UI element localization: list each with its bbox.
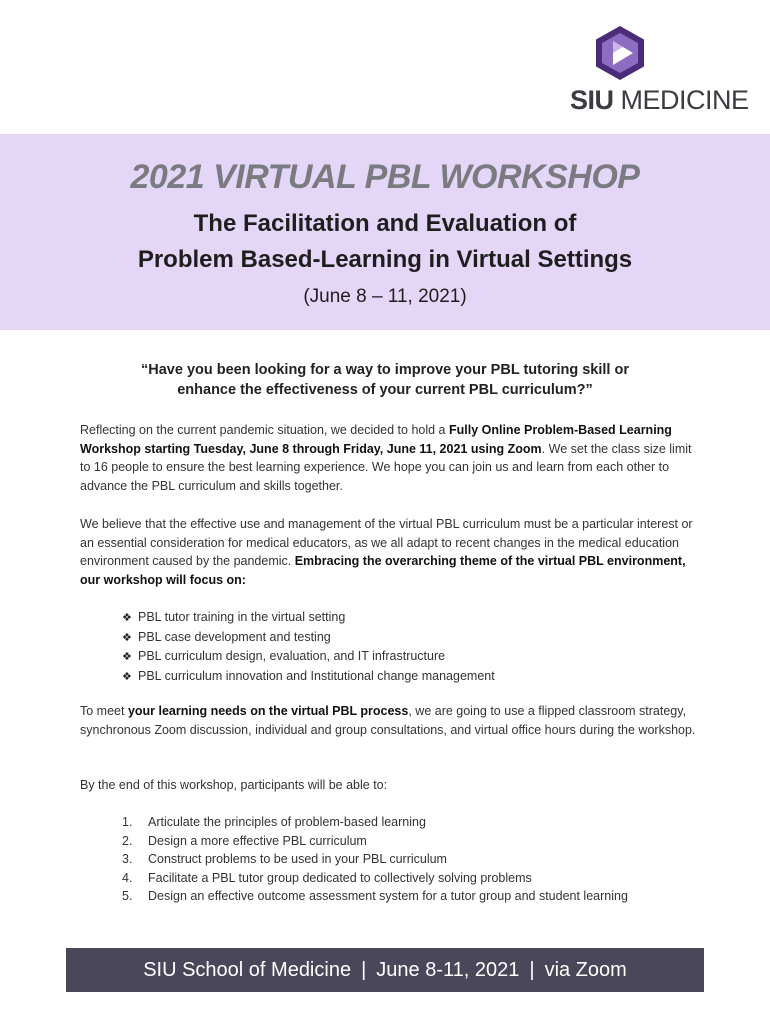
list-item: 5. Design an effective outcome assessment system for a tutor group and student learning: [122, 889, 628, 903]
overview-text-2: . We set the class size limit to 16 people to ensure the best learning experience. We hope you can join us and learn from each other to advance the PBL curriculum and skills together.: [80, 441, 692, 493]
list-item: 2. Design a more effective PBL curriculum: [122, 833, 367, 848]
siu-medicine-logo: [570, 26, 749, 116]
diamond-bullet-icon: ❖: [122, 670, 132, 683]
quote-line2: enhance the effectiveness of your current PBL curriculum?”: [177, 382, 593, 398]
workshop-subtitle-line2: Problem Based-Learning in Virtual Settings: [137, 246, 633, 273]
list-item: ❖ PBL tutor training in the virtual setting: [122, 608, 495, 628]
workshop-title: 2021 VIRTUAL PBL WORKSHOP: [130, 158, 640, 196]
logo-wordmark: [570, 84, 749, 116]
overview-text-1: Reflecting on the current pandemic situation, we decided to hold a: [80, 423, 449, 437]
title-banner: [0, 134, 770, 330]
footer-venue: via Zoom: [544, 959, 627, 981]
diamond-bullet-icon: ❖: [122, 651, 132, 663]
method-bold: your learning needs on the virtual PBL process: [127, 704, 409, 718]
siu-play-logo-icon: [596, 26, 644, 80]
method-text-2: , we are going to use a flipped classroom strategy, synchronous Zoom discussion, individual and group consultations, and virtual office hours during the workshop.: [80, 704, 696, 737]
footer-school: SIU School of Medicine: [143, 959, 352, 981]
list-item: 4. Facilitate a PBL tutor group dedicated to collectively solving problems: [122, 870, 532, 885]
footer-bar: [66, 948, 704, 992]
list-item: ❖ PBL curriculum design, evaluation, and IT infrastructure: [122, 647, 495, 667]
logo-brand-thin: MEDICINE: [620, 85, 749, 115]
workshop-dates: (June 8 – 11, 2021): [303, 286, 467, 307]
list-item: 3. Construct problems to be used in your PBL curriculum: [122, 852, 447, 866]
diamond-bullet-icon: ❖: [122, 631, 132, 644]
focus-list: [122, 608, 495, 686]
belief-bold: Embracing the overarching theme of the virtual PBL environment, our workshop will focus on:: [80, 554, 686, 587]
belief-text: We believe that the effective use and management of the virtual PBL curriculum must be a particular interest or an essential consideration for medical educators, as we all adapt to recent changes in the medical education environment caused by the pandemic.: [80, 517, 693, 568]
list-item: ❖ PBL case development and testing: [122, 628, 495, 648]
logo-brand-bold: SIU: [570, 85, 614, 115]
footer-separator: |: [529, 959, 535, 981]
workshop-subtitle-line1: The Facilitation and Evaluation of: [193, 210, 577, 237]
intro-quote: [0, 360, 770, 400]
list-item: ❖ PBL curriculum innovation and Institutional change management: [122, 667, 495, 687]
diamond-bullet-icon: ❖: [122, 612, 132, 624]
quote-line1: “Have you been looking for a way to improve your PBL tutoring skill or: [141, 362, 629, 378]
paragraph-outcomes-intro: By the end of this workshop, participants will be able to:: [80, 778, 388, 792]
paragraph-method: [80, 702, 700, 739]
paragraph-belief: [80, 515, 700, 589]
list-item: 1. Articulate the principles of problem-based learning: [122, 815, 426, 829]
overview-bold: Fully Online Problem-Based Learning Workshop starting Tuesday, June 8 through Friday, June 11, 2021 using Zoom: [80, 423, 672, 456]
footer-separator: |: [361, 959, 367, 981]
objectives-list: [122, 813, 628, 906]
paragraph-overview: [80, 421, 700, 495]
method-text-1: To meet: [80, 704, 128, 718]
footer-dates: June 8-11, 2021: [376, 959, 520, 981]
